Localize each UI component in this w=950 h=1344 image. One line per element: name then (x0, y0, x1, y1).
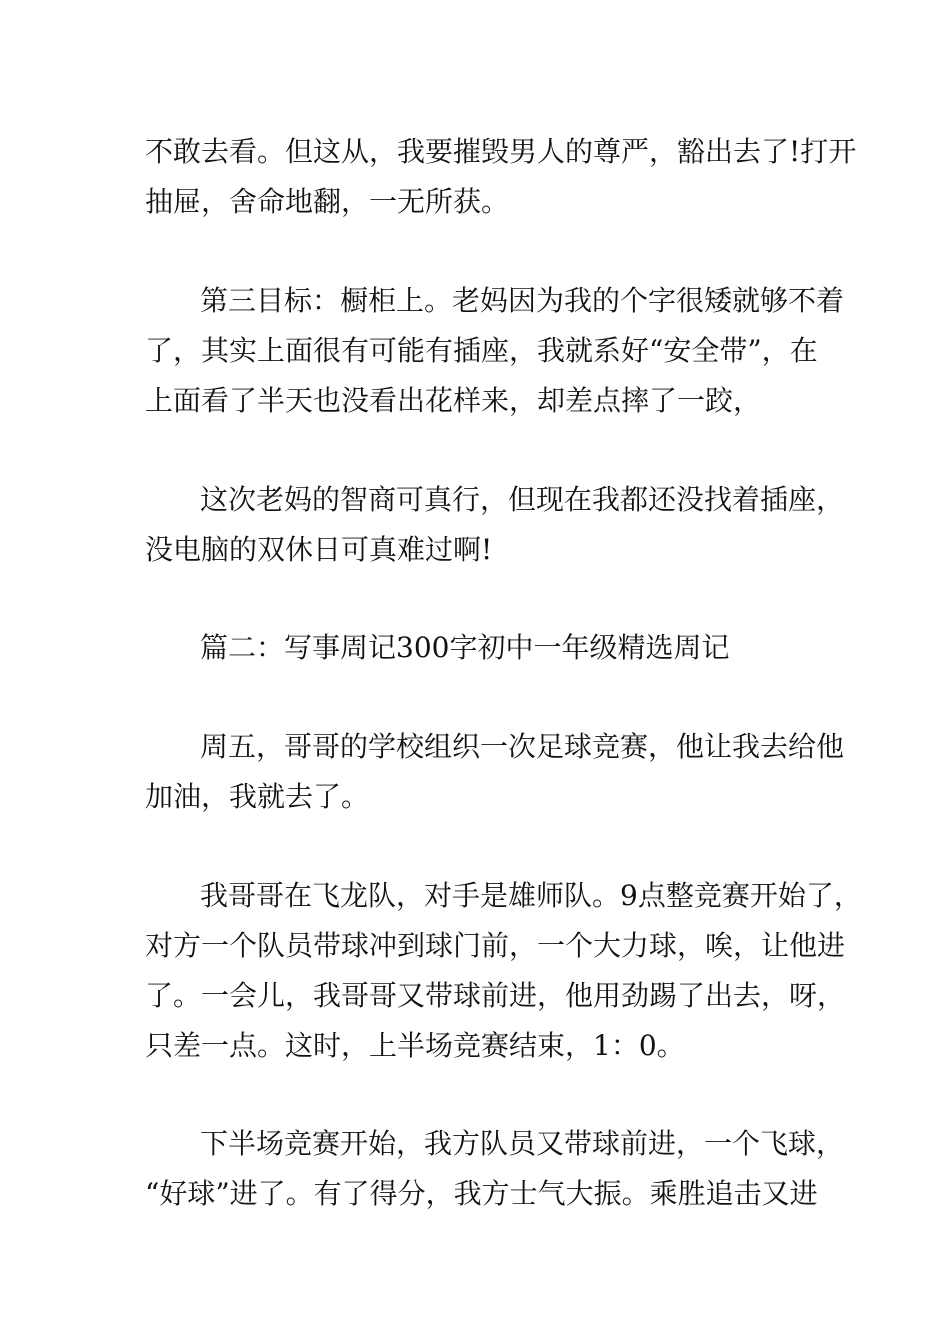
text-line: 加油，我就去了。 (145, 780, 370, 813)
text-line: “好球”进了。有了得分，我方士气大振。乘胜追击又进 (145, 1177, 818, 1210)
text-line: 没电脑的双休日可真难过啊! (145, 533, 493, 566)
section-heading: 篇二：写事周记300字初中一年级精选周记 (200, 631, 730, 664)
text-line: 了。一会儿，我哥哥又带球前进，他用劲踢了出去，呀， (145, 979, 846, 1012)
text-line: 抽屉，舍命地翻，一无所获。 (145, 185, 510, 218)
text-line: 上面看了半天也没看出花样来，却差点摔了一跤， (145, 384, 762, 417)
text-line: 只差一点。这时，上半场竞赛结束，1：0。 (145, 1029, 685, 1062)
text-line: 对方一个队员带球冲到球门前，一个大力球，唉，让他进 (145, 929, 846, 962)
text-line: 第三目标：橱柜上。老妈因为我的个字很矮就够不着 (200, 284, 845, 317)
text-line: 这次老妈的智商可真行，但现在我都还没找着插座， (200, 483, 845, 516)
text-line: 周五，哥哥的学校组织一次足球竞赛，他让我去给他 (200, 730, 845, 763)
text-line: 下半场竞赛开始，我方队员又带球前进，一个飞球， (200, 1127, 845, 1160)
text-line: 了，其实上面很有可能有插座，我就系好“安全带”，在 (145, 334, 818, 367)
text-line: 我哥哥在飞龙队，对手是雄师队。9点整竞赛开始了， (200, 879, 862, 912)
text-line: 不敢去看。但这从，我要摧毁男人的尊严，豁出去了!打开 (145, 135, 857, 168)
